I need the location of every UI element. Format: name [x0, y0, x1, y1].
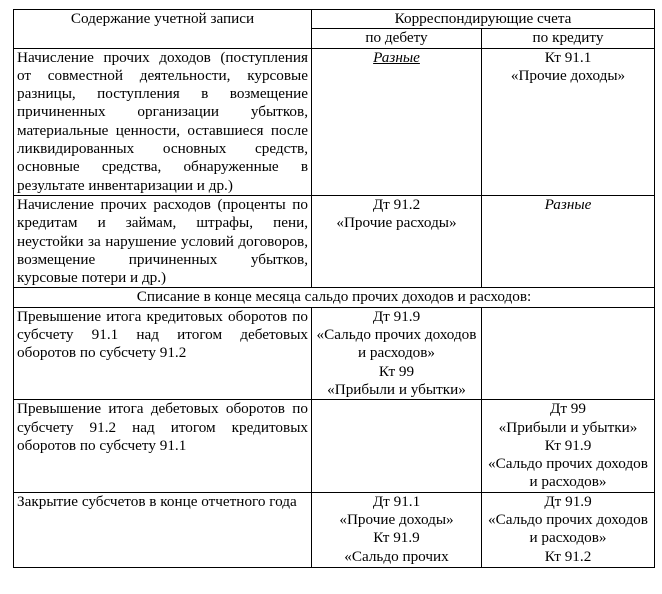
- table-row: [14, 48, 655, 195]
- debit-various: Разные: [373, 48, 420, 66]
- credit-line: «Прибыли и убытки»: [498, 418, 638, 436]
- header-accounts: Корреспондирующие счета: [312, 10, 655, 29]
- credit-line: Дт 99: [550, 400, 586, 418]
- debit-line: «Сальдо прочих доходов и расходов»: [316, 326, 477, 362]
- debit-cell: [312, 307, 482, 399]
- credit-line: «Сальдо прочих доходов и расходов»: [488, 511, 648, 547]
- credit-line: Кт 91.2: [544, 547, 592, 565]
- credit-line: «Прочие доходы»: [510, 66, 626, 84]
- debit-cell: [312, 195, 482, 287]
- accounting-entries-table: [13, 9, 655, 568]
- credit-line: Кт 91.9: [544, 436, 592, 454]
- entry-description: Превышение итога дебетовых оборотов по субсчету 91.2 над итогом кредитовых оборотов по субсчету 91.1: [14, 400, 312, 492]
- debit-line: Дт 91.9: [372, 307, 421, 325]
- debit-cell: [312, 400, 482, 492]
- debit-line: Дт 91.2: [372, 195, 421, 213]
- table-row: [14, 195, 655, 287]
- credit-cell: [482, 400, 655, 492]
- entry-description: Начисление прочих доходов (поступления от совместной деятельности, курсовые разницы, поступления в возмещение причиненных организации убытков, материальные ценности, оставшиеся после ликвидированных основных средств, основные средства, обнаруженные в результате инвентаризации и др.): [14, 48, 312, 195]
- header-credit: по кредиту: [482, 29, 655, 48]
- credit-line: Кт 91.1: [544, 48, 592, 66]
- debit-line: Дт 91.1: [372, 492, 421, 510]
- header-row: [14, 10, 655, 29]
- debit-line: «Прочие доходы»: [339, 511, 454, 529]
- credit-line: «Сальдо прочих доходов и расходов»: [488, 455, 648, 491]
- header-content: Содержание учетной записи: [14, 10, 312, 49]
- debit-line: «Прочие расходы»: [336, 214, 457, 232]
- credit-various: Разные: [544, 195, 592, 213]
- credit-cell: [482, 492, 655, 567]
- section-title: Списание в конце месяца сальдо прочих доходов и расходов:: [14, 288, 655, 307]
- credit-cell: [482, 48, 655, 195]
- entry-description: Закрытие субсчетов в конце отчетного года: [14, 492, 312, 567]
- debit-line: «Прибыли и убытки»: [327, 380, 466, 398]
- table-row: [14, 400, 655, 492]
- table-row: [14, 307, 655, 399]
- credit-cell: [482, 307, 655, 399]
- header-debit: по дебету: [312, 29, 482, 48]
- debit-line: «Сальдо прочих: [344, 547, 449, 565]
- debit-line: Кт 99: [378, 362, 415, 380]
- debit-line: Кт 91.9: [373, 529, 420, 547]
- section-row: [14, 288, 655, 307]
- entry-description: Начисление прочих расходов (проценты по кредитам и займам, штрафы, пени, неустойки за нарушение условий договоров, возмещение причиненных убытков, курсовые потери и др.): [14, 195, 312, 287]
- credit-cell: [482, 195, 655, 287]
- table-row: [14, 492, 655, 567]
- debit-cell: [312, 48, 482, 195]
- credit-line: Дт 91.9: [544, 492, 592, 510]
- entry-description: Превышение итога кредитовых оборотов по субсчету 91.1 над итогом дебетовых оборотов по субсчету 91.2: [14, 307, 312, 399]
- debit-cell: [312, 492, 482, 567]
